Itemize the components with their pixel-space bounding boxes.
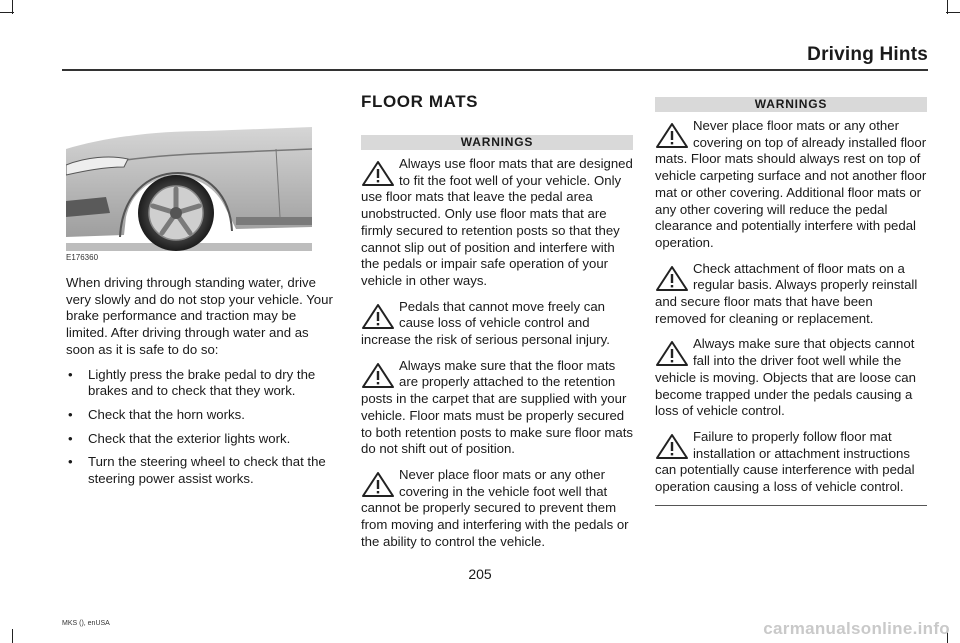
warning-triangle-icon bbox=[361, 470, 395, 498]
warning-item bbox=[361, 358, 633, 458]
list-item bbox=[66, 407, 340, 424]
warning-item bbox=[361, 299, 633, 349]
figure-id: E176360 bbox=[66, 253, 99, 263]
bullet-text: Check that the horn works. bbox=[88, 406, 245, 422]
warning-text: Check attachment of floor mats on a regular basis. Always properly reinstall and secure floor mats that have been removed for cleaning or replacement. bbox=[655, 260, 918, 326]
warnings-header: WARNINGS bbox=[655, 97, 927, 112]
right-column bbox=[655, 97, 927, 506]
warning-triangle-icon bbox=[361, 361, 395, 389]
watermark: carmanualsonline.info bbox=[763, 619, 950, 638]
bullet-text: Turn the steering wheel to check that the steering power assist works. bbox=[88, 454, 326, 487]
warning-item bbox=[655, 118, 927, 252]
document-code: MKS (), enUSA bbox=[62, 620, 110, 627]
warning-item bbox=[655, 336, 927, 420]
bullet-dot: • bbox=[68, 430, 73, 446]
bullet-text: Check that the exterior lights work. bbox=[88, 430, 291, 446]
left-column bbox=[66, 109, 340, 495]
list-item bbox=[66, 431, 340, 448]
crop-mark bbox=[0, 12, 14, 13]
list-item bbox=[66, 454, 340, 487]
warning-item bbox=[361, 467, 633, 551]
warning-triangle-icon bbox=[361, 302, 395, 330]
crop-mark bbox=[946, 12, 960, 13]
page-header-title: Driving Hints bbox=[807, 44, 928, 65]
page-number: 205 bbox=[468, 566, 492, 582]
warnings-end-rule bbox=[655, 505, 927, 506]
warning-text: Pedals that cannot move freely can cause loss of vehicle control and increase the risk of serious personal injury. bbox=[361, 298, 610, 348]
car-wheel-illustration bbox=[66, 109, 312, 267]
warning-text: Failure to properly follow floor mat installation or attachment instructions can potentially cause interference with pedal operation causing a loss of vehicle control. bbox=[655, 428, 915, 495]
warning-text: Always use floor mats that are designed to fit the foot well of your vehicle. Only use floor mats that leave the pedal area unobstructed. Only use floor mats that are firmly secured to retention posts so that they cannot slip out of position and interfere with the pedals or impair safe operation of your vehicle in other ways. bbox=[361, 156, 633, 288]
warning-text: Always make sure that objects cannot fall into the driver foot well while the vehicle is moving. Objects that are loose can become trapped under the pedals causing a loss of vehicle control. bbox=[655, 336, 916, 419]
warning-item bbox=[361, 156, 633, 290]
warning-triangle-icon bbox=[655, 121, 689, 149]
bullet-dot: • bbox=[68, 454, 73, 470]
warning-triangle-icon bbox=[655, 432, 689, 460]
bullet-list bbox=[66, 367, 340, 488]
bullet-dot: • bbox=[68, 406, 73, 422]
warning-text: Never place floor mats or any other covering on top of already installed floor mats. Floor mats should always rest on top of vehicle carpeting surface and not another floor mat or other covering. Additional floor mats or any other covering will reduce the pedal clearance and potentially interfere with pedal operation. bbox=[655, 118, 927, 250]
crop-mark bbox=[12, 629, 13, 643]
bullet-text: Lightly press the brake pedal to dry the brakes and to check that they work. bbox=[88, 366, 316, 399]
warning-text: Never place floor mats or any other covering in the vehicle foot well that cannot be properly secured to prevent them from moving and interfering with the pedals or the ability to control the vehicle. bbox=[361, 466, 629, 549]
warning-text: Always make sure that the floor mats are properly attached to the retention posts in the carpet that are supplied with your vehicle. Floor mats must be properly secured to both retention posts to make sure floor mats do not shift out of position. bbox=[361, 357, 633, 457]
warning-triangle-icon bbox=[655, 339, 689, 367]
list-item bbox=[66, 367, 340, 400]
car-wheel-drawing bbox=[66, 109, 312, 267]
warning-item bbox=[655, 429, 927, 496]
bullet-dot: • bbox=[68, 366, 73, 382]
middle-column bbox=[361, 94, 633, 559]
warning-triangle-icon bbox=[361, 159, 395, 187]
section-title: FLOOR MATS bbox=[361, 92, 479, 111]
warning-triangle-icon bbox=[655, 264, 689, 292]
header-rule bbox=[62, 69, 928, 71]
warning-item bbox=[655, 261, 927, 328]
warnings-header: WARNINGS bbox=[361, 135, 633, 150]
intro-paragraph: When driving through standing water, drive very slowly and do not stop your vehicle. Your brake performance and traction may be limited. After driving through water and as soon as it is safe to do so: bbox=[66, 275, 333, 357]
